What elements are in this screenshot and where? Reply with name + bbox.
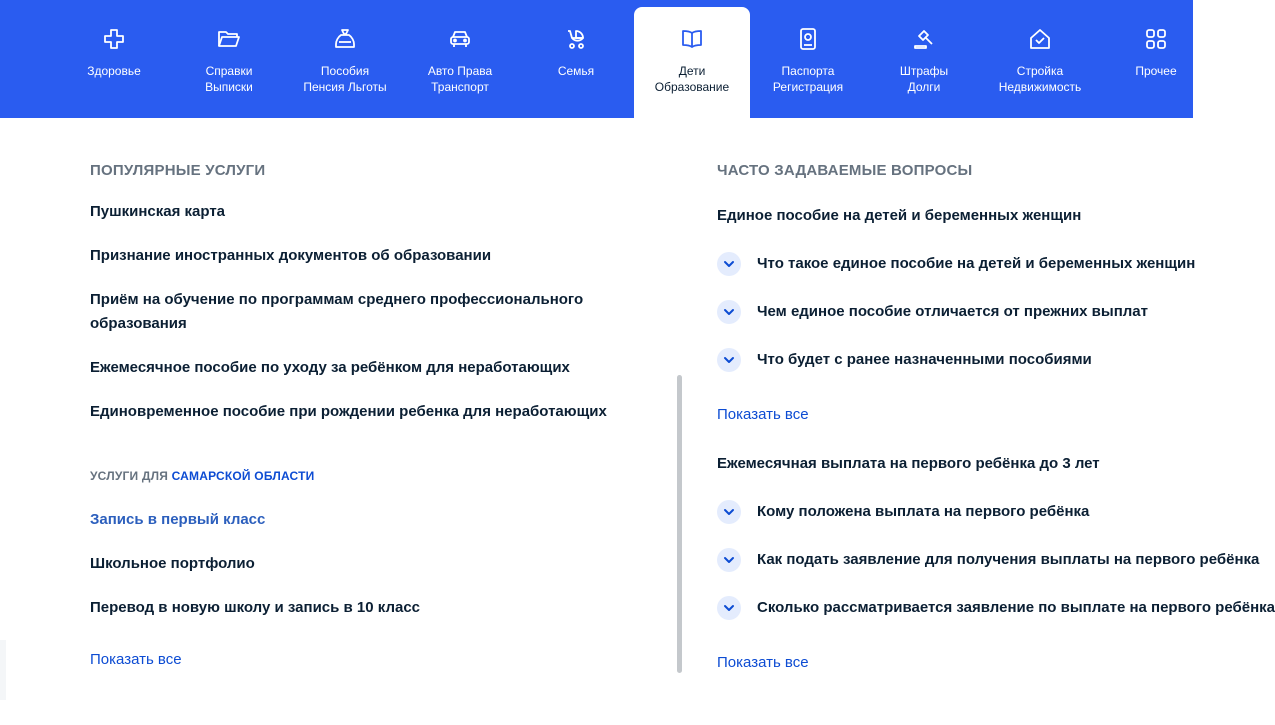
- regional-title-prefix: УСЛУГИ ДЛЯ: [90, 469, 172, 483]
- nav-item-passports[interactable]: [750, 7, 866, 118]
- faq-group-title: Единое пособие на детей и беременных женщин: [717, 207, 1082, 224]
- house-icon: [1028, 27, 1052, 51]
- faq-question-text: Что такое единое пособие на детей и беременных женщин: [757, 255, 1196, 272]
- nav-label: Прочее: [1135, 64, 1177, 78]
- nav-label: Авто Права Транспорт: [427, 64, 493, 94]
- gavel-icon: [912, 27, 936, 51]
- nav-item-auto[interactable]: [402, 7, 518, 118]
- regional-service-link[interactable]: Запись в первый класс: [90, 511, 266, 528]
- faq-question-text: Чем единое пособие отличается от прежних выплат: [757, 303, 1148, 320]
- faq-question-text: Сколько рассматривается заявление по выплате на первого ребёнка: [757, 599, 1275, 616]
- money-bag-icon: [333, 27, 357, 51]
- nav-item-family[interactable]: [518, 7, 634, 118]
- nav-label: Стройка Недвижимость: [998, 64, 1082, 94]
- chevron-down-icon[interactable]: [717, 252, 741, 276]
- faq-question-text: Кому положена выплата на первого ребёнка: [757, 503, 1090, 520]
- nav-label: Справки Выписки: [205, 64, 253, 94]
- nav-label: Пособия Пенсия Льготы: [303, 64, 387, 94]
- regional-services-title: [90, 469, 314, 483]
- chevron-down-icon[interactable]: [717, 500, 741, 524]
- nav-label: Дети Образование: [654, 64, 730, 94]
- chevron-down-icon[interactable]: [717, 348, 741, 372]
- faq-group-title: Ежемесячная выплата на первого ребёнка до 3 лет: [717, 455, 1100, 472]
- page-edge-divider: [0, 640, 6, 700]
- nav-item-health[interactable]: [56, 7, 172, 118]
- folder-icon: [217, 27, 241, 51]
- medical-cross-icon: [102, 27, 126, 51]
- nav-label: Семья: [557, 64, 595, 78]
- nav-label: Здоровье: [87, 64, 141, 78]
- region-name-link[interactable]: САМАРСКОЙ ОБЛАСТИ: [171, 469, 315, 483]
- nav-label: Штрафы Долги: [899, 64, 949, 94]
- scrollbar[interactable]: [677, 375, 682, 673]
- popular-services-title: ПОПУЛЯРНЫЕ УСЛУГИ: [90, 162, 266, 179]
- show-all-regional-link[interactable]: Показать все: [90, 651, 182, 668]
- nav-item-other[interactable]: [1098, 7, 1214, 118]
- popular-service-link[interactable]: Пушкинская карта: [90, 203, 226, 220]
- grid-icon: [1144, 27, 1168, 51]
- regional-service-link[interactable]: Школьное портфолио: [90, 555, 255, 572]
- faq-question-text: Что будет с ранее назначенными пособиями: [757, 351, 1092, 368]
- category-nav: [0, 0, 1193, 118]
- baby-stroller-icon: [564, 27, 588, 51]
- show-all-faq-link[interactable]: Показать все: [717, 654, 809, 671]
- nav-label: Паспорта Регистрация: [772, 64, 844, 94]
- nav-item-fines[interactable]: [866, 7, 982, 118]
- faq-question-text: Как подать заявление для получения выплаты на первого ребёнка: [757, 551, 1260, 568]
- popular-service-link[interactable]: Признание иностранных документов об образовании: [90, 247, 492, 264]
- faq-title: ЧАСТО ЗАДАВАЕМЫЕ ВОПРОСЫ: [717, 162, 973, 179]
- popular-service-link[interactable]: Ежемесячное пособие по уходу за ребёнком для неработающих: [90, 359, 570, 376]
- passport-icon: [796, 27, 820, 51]
- popular-service-link[interactable]: Приём на обучение по программам среднего профессионального образования: [90, 291, 584, 332]
- chevron-down-icon[interactable]: [717, 548, 741, 572]
- regional-service-link[interactable]: Перевод в новую школу и запись в 10 класс: [90, 599, 421, 616]
- chevron-down-icon[interactable]: [717, 596, 741, 620]
- chevron-down-icon[interactable]: [717, 300, 741, 324]
- nav-item-certificates[interactable]: [171, 7, 287, 118]
- nav-item-benefits[interactable]: [287, 7, 403, 118]
- nav-item-children-education[interactable]: [634, 7, 750, 118]
- show-all-faq-link[interactable]: Показать все: [717, 406, 809, 423]
- popular-service-link[interactable]: Единовременное пособие при рождении ребенка для неработающих: [90, 403, 607, 420]
- nav-item-realestate[interactable]: [982, 7, 1098, 118]
- book-icon: [680, 27, 704, 51]
- car-icon: [448, 27, 472, 51]
